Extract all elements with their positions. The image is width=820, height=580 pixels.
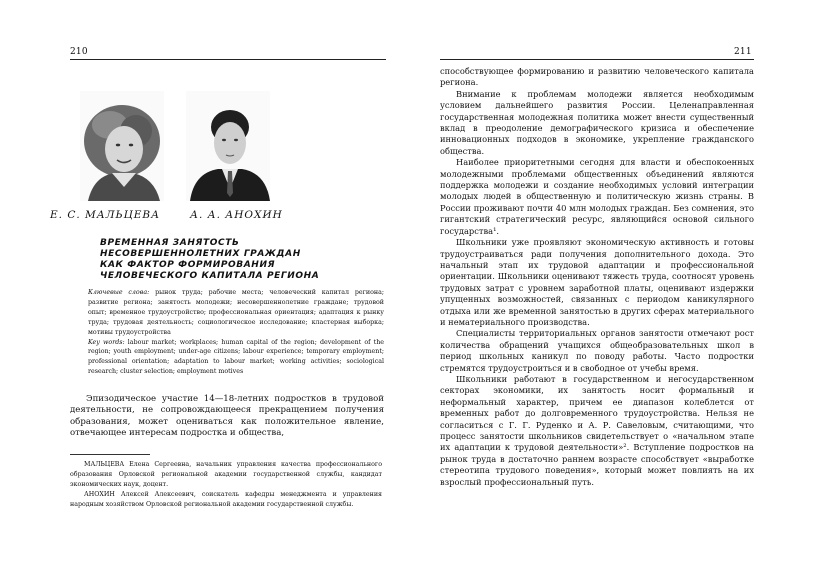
footnote-maltseva: МАЛЬЦЕВА Елена Сергеевна, начальник управления качества профессионального образования Орловской региональной академии государственной службы, кандидат экономических наук, доцент. — [70, 461, 382, 488]
paragraph: Специалисты территориальных органов занятости отмечают рост количества обращений учащихся общеобразовательных школ в период школьных каникул по поводу работы. Часто подростки стремятся трудоустроиться и в свободное от учебы время. — [440, 328, 754, 373]
title-line: КАК ФАКТОР ФОРМИРОВАНИЯ — [100, 260, 276, 270]
right-page — [410, 0, 820, 580]
portrait-woman-image — [80, 91, 164, 201]
footnotes — [70, 460, 382, 510]
author-photo-maltseva — [80, 91, 164, 201]
keywords-text: рынок труда; рабочие места; человеческий капитал региона; развитие региона; занятость молодежи; несовершеннолетние граждане; трудовой опыт; временное трудоустройство; профессиональная ориентация; адаптация к рынку труда; трудовая деятельность; социологическое исследование; кластерная выборка; мотивы трудоустройства — [88, 289, 384, 336]
intro-paragraph: Эпизодическое участие 14—18-летних подростков в трудовой деятельности, не сопровождающееся прекращением получения образования, может оцениваться как положительное явление, отвечающее интересам подростка и общества, — [70, 394, 384, 438]
paragraph: Внимание к проблемам молодежи является необходимым условием дальнейшего развития России. Целенаправленная государственная молодежная политика может внести существенный вклад в преодоление демографического кризиса и обеспечение инновационных подходов в экономике, укрепление гражданского общества. — [440, 88, 754, 156]
portrait-man-image — [186, 91, 270, 201]
keywords-block — [70, 288, 384, 377]
title-line: НЕСОВЕРШЕННОЛЕТНИХ ГРАЖДАН — [100, 249, 301, 259]
paragraph: Школьники уже проявляют экономическую активность и готовы трудоустраиваться ради получения дополнительного дохода. Это начальный этап их трудовой адаптации и профессиональной ориентации. Школьники оценивают тяжесть труда, соотносят уровень трудовых затрат с уровнем заработной платы, оценивают издержки упущенных возможностей, связанных с периодом каникулярного отдыха или же временной занятостью в других сферах материального и нематериального производства. — [440, 237, 754, 327]
title-line: ЧЕЛОВЕЧЕСКОГО КАПИТАЛА РЕГИОНА — [100, 271, 320, 281]
right-body-text — [440, 66, 754, 488]
keywords-en-label: Key words: — [88, 338, 125, 346]
keywords-en — [70, 338, 384, 378]
article-title — [100, 238, 370, 282]
paragraph: способствующее формированию и развитию человеческого капитала региона. — [440, 66, 754, 88]
paragraph: Наиболее приоритетными сегодня для власти и обеспокоенных молодежными проблемами общественных объединений являются поддержка молодежи и создание необходимых условий интеграции молодых людей в общественную и политическую жизнь страны. В России проживают почти 40 млн молодых граждан. Без сомнения, это гигантский стратегический ресурс, являющийся основой сильного государства¹. — [440, 157, 754, 236]
intro-paragraph-block — [70, 394, 384, 439]
keywords-en-text: labour market; workplaces; human capital of the region; development of the region; youth employment; under-age citizens; labour experience; temporary employment; professional orientation; adaptation to labour market; working activities; sociological research; cluster selection; employment motives — [88, 338, 384, 376]
keywords-ru — [70, 288, 384, 338]
title-line: ВРЕМЕННАЯ ЗАНЯТОСТЬ — [100, 238, 240, 248]
author-caption-2: А. А. АНОХИН — [190, 209, 283, 221]
paragraph: Школьники работают в государственном и негосударственном секторах экономики, их занятость носит формальный и неформальный характер, причем ее диапазон колеблется от временных работ до долговременного трудоустройства. Нельзя не согласиться с Г. Г. Руденко и А. Р. Савеловым, считающими, что процесс занятости школьников свидетельствует о «начальном этапе их адаптации к трудовой деятельности»². Вступление подростков на рынок труда в достаточно раннем возрасте способствует «выработке стереотипа трудового поведения», который может повлиять на их взрослый профессиональный путь. — [440, 373, 754, 487]
author-caption-1: Е. С. МАЛЬЦЕВА — [50, 209, 161, 221]
keywords-label: Ключевые слова: — [88, 289, 150, 296]
header-rule-right — [440, 59, 754, 60]
author-photo-anokhin — [186, 91, 270, 201]
footnote-rule — [70, 454, 150, 455]
footnote-anokhin: АНОХИН Алексей Алексеевич, соискатель кафедры менеджмента и управления народным хозяйством Орловской региональной академии государственной службы. — [70, 491, 382, 508]
page-number-right: 211 — [734, 47, 752, 57]
page-number-left: 210 — [70, 47, 88, 57]
header-rule-left — [70, 59, 386, 60]
